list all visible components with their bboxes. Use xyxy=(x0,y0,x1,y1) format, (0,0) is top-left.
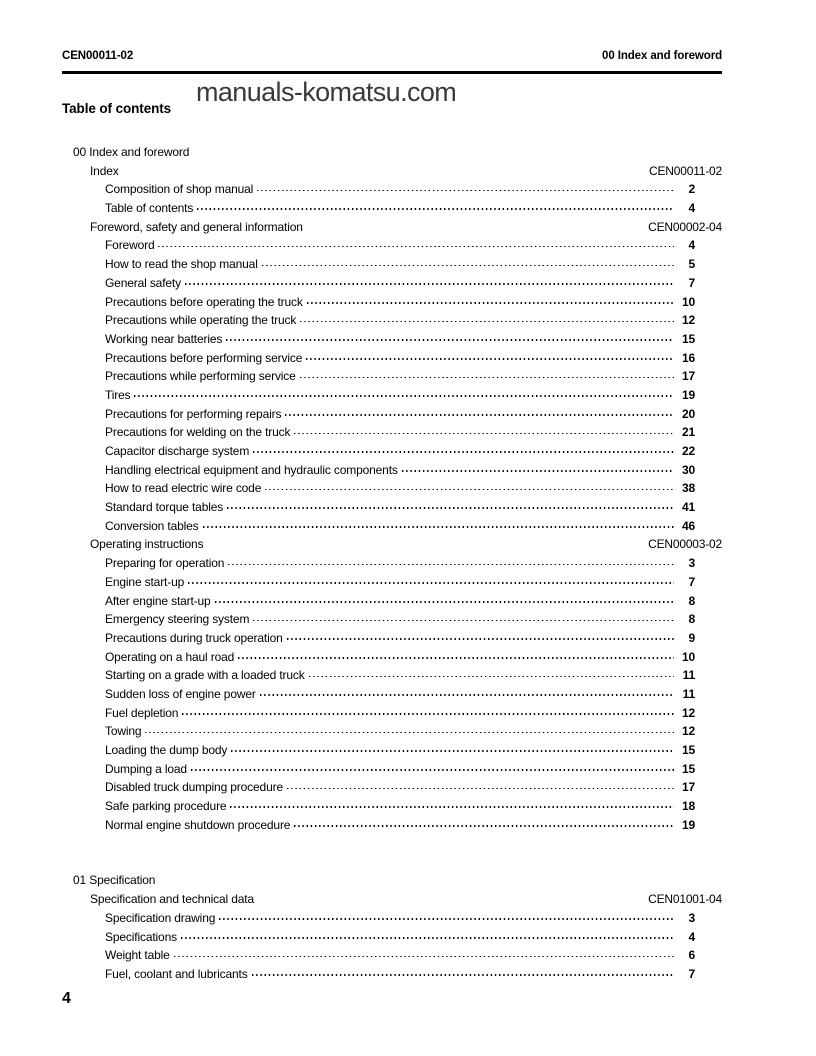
toc-entry-label: Specification and technical data xyxy=(90,892,254,907)
toc-group-row[interactable] xyxy=(62,872,722,891)
toc-dot-leader xyxy=(203,518,674,530)
toc-dot-leader xyxy=(191,761,674,773)
toc-page-number: 4 xyxy=(688,238,695,253)
toc-entry-label: Sudden loss of engine power xyxy=(105,686,256,701)
toc-page-number: 16 xyxy=(681,350,695,365)
toc-entry-row[interactable] xyxy=(62,705,722,724)
toc-section-code: CEN00002-04 xyxy=(648,219,722,234)
toc-entry-label: Engine start-up xyxy=(105,574,185,589)
toc-entry-label: Operating on a haul road xyxy=(105,649,235,664)
header-section-title: 00 Index and foreword xyxy=(602,50,722,62)
toc-dot-leader xyxy=(238,649,674,661)
toc-page-number: 11 xyxy=(682,686,695,701)
toc-entry-label: Preparing for operation xyxy=(105,556,225,571)
toc-entry-label: After engine start-up xyxy=(105,593,211,608)
toc-dot-leader xyxy=(215,593,674,605)
toc-entry-label: Safe parking procedure xyxy=(105,799,227,814)
toc-entry-row[interactable] xyxy=(62,574,722,593)
toc-page-number: 5 xyxy=(688,257,695,272)
toc-page-number: 10 xyxy=(681,294,695,309)
toc-page-number: 11 xyxy=(682,668,695,683)
toc-dot-leader xyxy=(254,891,630,903)
toc-entry-label: Disabled truck dumping procedure xyxy=(105,780,283,795)
toc-dot-leader xyxy=(252,966,674,978)
toc-page-number: 12 xyxy=(681,313,695,328)
toc-entry-label: Standard torque tables xyxy=(105,500,224,515)
toc-page-number: 46 xyxy=(681,518,695,533)
toc-section-code: CEN00003-02 xyxy=(648,537,722,552)
toc-entry-label: How to read the shop manual xyxy=(105,257,258,272)
toc-entry-label: Weight table xyxy=(105,948,170,963)
toc-entry-row[interactable] xyxy=(62,499,722,518)
toc-group-row[interactable] xyxy=(62,536,722,555)
toc-page-number: 17 xyxy=(681,780,695,795)
toc-group-row[interactable] xyxy=(62,219,722,238)
toc-entry-row[interactable] xyxy=(62,424,722,443)
toc-entry-label: Fuel, coolant and lubricants xyxy=(105,966,248,981)
toc-group-row[interactable] xyxy=(62,891,722,910)
toc-entry-label: Table of contents xyxy=(105,201,194,216)
toc-dot-leader xyxy=(227,499,674,511)
toc-page-number: 18 xyxy=(681,799,695,814)
toc-entry-label: How to read electric wire code xyxy=(105,481,262,496)
toc-dot-leader xyxy=(226,331,674,343)
toc-entry-row[interactable] xyxy=(62,387,722,406)
toc-entry-row[interactable] xyxy=(62,406,722,425)
toc-page-number: 2 xyxy=(688,182,695,197)
toc-dot-leader xyxy=(265,480,674,492)
toc-entry-label: Fuel depletion xyxy=(105,705,179,720)
toc-entry-label: Specification drawing xyxy=(105,910,216,925)
toc-entry-row[interactable] xyxy=(62,593,722,612)
toc-entry-label: Starting on a grade with a loaded truck xyxy=(105,668,305,683)
toc-page-number: 3 xyxy=(688,556,695,571)
toc-entry-row[interactable] xyxy=(62,686,722,705)
toc-page-number: 22 xyxy=(681,444,695,458)
toc-section-code: CEN01001-04 xyxy=(648,892,722,907)
toc-entry-row[interactable] xyxy=(62,480,722,499)
toc-dot-leader xyxy=(294,817,674,829)
toc-dot-leader xyxy=(188,574,674,586)
toc-dot-leader xyxy=(134,387,674,399)
toc-entry-label: Precautions for performing repairs xyxy=(105,406,282,421)
toc-entry-label: Composition of shop manual xyxy=(105,182,254,197)
page-title: Table of contents xyxy=(62,101,172,116)
toc-entry-row[interactable] xyxy=(62,312,722,331)
toc-page-number: 17 xyxy=(681,369,695,384)
toc-dot-leader xyxy=(285,406,674,418)
toc-dot-leader xyxy=(402,462,674,474)
toc-page-number: 7 xyxy=(688,275,695,290)
toc-page-number: 15 xyxy=(681,743,695,757)
toc-entry-row[interactable] xyxy=(62,181,722,200)
toc-page-number: 7 xyxy=(688,574,695,589)
toc-entry-row[interactable] xyxy=(62,929,722,948)
toc-entry-label: Precautions while performing service xyxy=(105,369,296,384)
toc-entry-label: Emergency steering system xyxy=(105,612,250,627)
toc-page-number: 21 xyxy=(681,425,695,440)
toc-dot-leader xyxy=(287,779,674,791)
toc-page-number: 41 xyxy=(681,500,695,515)
toc-entry-row[interactable] xyxy=(62,443,722,462)
toc-dot-leader xyxy=(219,910,674,922)
toc-section-code: CEN00011-02 xyxy=(649,163,722,178)
toc-group-row[interactable] xyxy=(62,144,722,163)
toc-page-number: 10 xyxy=(681,649,695,664)
toc-entry-row[interactable] xyxy=(62,237,722,256)
header-divider xyxy=(62,71,722,74)
toc-entry-row[interactable] xyxy=(62,256,722,275)
toc-dot-leader xyxy=(145,723,674,735)
toc-page-number: 9 xyxy=(688,630,695,645)
toc-dot-leader xyxy=(287,630,674,642)
toc-page-number: 3 xyxy=(688,910,695,925)
toc-dot-leader xyxy=(260,686,674,698)
toc-entry-label: Working near batteries xyxy=(105,331,223,346)
toc-entry-row[interactable] xyxy=(62,331,722,350)
toc-dot-leader xyxy=(306,350,674,362)
table-of-contents xyxy=(62,144,722,985)
toc-page-number: 30 xyxy=(681,462,695,477)
toc-entry-row[interactable] xyxy=(62,555,722,574)
toc-page-number: 8 xyxy=(688,593,695,608)
toc-entry-row[interactable] xyxy=(62,275,722,294)
toc-page-number: 6 xyxy=(688,948,695,963)
toc-dot-leader xyxy=(181,929,674,941)
toc-entry-label: Handling electrical equipment and hydraulic components xyxy=(105,462,398,477)
running-header xyxy=(62,50,722,62)
toc-entry-label: Towing xyxy=(105,724,142,739)
toc-entry-row[interactable] xyxy=(62,649,722,668)
toc-page-number: 38 xyxy=(681,481,695,496)
toc-page-number: 15 xyxy=(681,761,695,776)
toc-dot-leader xyxy=(174,947,674,959)
toc-page-number: 20 xyxy=(681,406,695,421)
toc-dot-leader xyxy=(294,424,674,436)
toc-page-number: 4 xyxy=(688,201,695,216)
toc-dot-leader xyxy=(231,742,674,754)
toc-entry-row[interactable] xyxy=(62,966,722,985)
toc-dot-leader xyxy=(303,219,630,231)
toc-page-number: 12 xyxy=(681,705,695,720)
toc-page-number: 4 xyxy=(688,929,695,944)
toc-dot-leader xyxy=(309,667,674,679)
toc-dot-leader xyxy=(203,536,630,548)
toc-page-number: 12 xyxy=(681,724,695,739)
toc-dot-leader xyxy=(300,368,674,380)
toc-entry-row[interactable] xyxy=(62,667,722,686)
toc-entry-label: Loading the dump body xyxy=(105,743,228,757)
toc-entry-row[interactable] xyxy=(62,368,722,387)
toc-entry-row[interactable] xyxy=(62,518,722,537)
toc-entry-label: Precautions before performing service xyxy=(105,350,303,365)
toc-dot-leader xyxy=(253,443,674,455)
toc-entry-row[interactable] xyxy=(62,910,722,929)
toc-entry-label: Capacitor discharge system xyxy=(105,444,250,458)
toc-dot-leader xyxy=(197,200,674,212)
toc-dot-leader xyxy=(228,555,674,567)
toc-entry-row[interactable] xyxy=(62,462,722,481)
toc-page-number: 8 xyxy=(688,612,695,627)
toc-entry-row[interactable] xyxy=(62,294,722,313)
toc-entry-label: Specifications xyxy=(105,929,177,944)
toc-entry-row[interactable] xyxy=(62,779,722,798)
toc-entry-label: Tires xyxy=(105,387,131,402)
toc-entry-row[interactable] xyxy=(62,742,722,761)
toc-dot-leader xyxy=(253,611,674,623)
toc-dot-leader xyxy=(189,144,630,156)
toc-page-number: 7 xyxy=(688,966,695,981)
watermark-text: manuals-komatsu.com xyxy=(196,77,457,107)
toc-dot-leader xyxy=(262,256,674,268)
toc-dot-leader xyxy=(155,872,630,884)
toc-entry-label: 01 Specification xyxy=(73,873,156,888)
toc-dot-leader xyxy=(307,294,674,306)
toc-entry-row[interactable] xyxy=(62,723,722,742)
toc-entry-row[interactable] xyxy=(62,761,722,780)
toc-entry-row[interactable] xyxy=(62,200,722,219)
toc-section xyxy=(62,144,722,835)
toc-entry-label: Foreword, safety and general information xyxy=(90,219,303,234)
toc-entry-label: Index xyxy=(90,163,119,178)
toc-page-number: 19 xyxy=(681,817,695,832)
toc-entry-label: Precautions before operating the truck xyxy=(105,294,303,309)
toc-entry-label: Normal engine shutdown procedure xyxy=(105,817,291,832)
toc-entry-label: Operating instructions xyxy=(90,537,204,552)
toc-entry-label: Precautions during truck operation xyxy=(105,630,283,645)
toc-entry-row[interactable] xyxy=(62,947,722,966)
toc-entry-label: Conversion tables xyxy=(105,518,199,533)
toc-dot-leader xyxy=(185,275,674,287)
toc-entry-label: Dumping a load xyxy=(105,761,187,776)
toc-dot-leader xyxy=(119,163,630,175)
toc-group-row[interactable] xyxy=(62,163,722,182)
toc-entry-row[interactable] xyxy=(62,630,722,649)
toc-entry-row[interactable] xyxy=(62,798,722,817)
footer-page-number: 4 xyxy=(62,990,71,1007)
toc-entry-label: Precautions while operating the truck xyxy=(105,313,297,328)
toc-entry-label: 00 Index and foreword xyxy=(73,145,190,159)
toc-entry-label: Foreword xyxy=(105,238,155,253)
toc-dot-leader xyxy=(182,705,674,717)
toc-dot-leader xyxy=(257,181,674,193)
toc-dot-leader xyxy=(230,798,674,810)
toc-entry-row[interactable] xyxy=(62,611,722,630)
toc-entry-label: General safety xyxy=(105,275,181,290)
toc-page-number: 15 xyxy=(681,331,695,346)
header-document-code: CEN00011-02 xyxy=(62,50,134,62)
toc-page-number: 19 xyxy=(681,387,695,402)
toc-dot-leader xyxy=(158,237,674,249)
toc-section xyxy=(62,872,722,984)
toc-entry-row[interactable] xyxy=(62,817,722,836)
toc-entry-row[interactable] xyxy=(62,350,722,369)
toc-entry-label: Precautions for welding on the truck xyxy=(105,425,291,440)
toc-dot-leader xyxy=(300,312,674,324)
